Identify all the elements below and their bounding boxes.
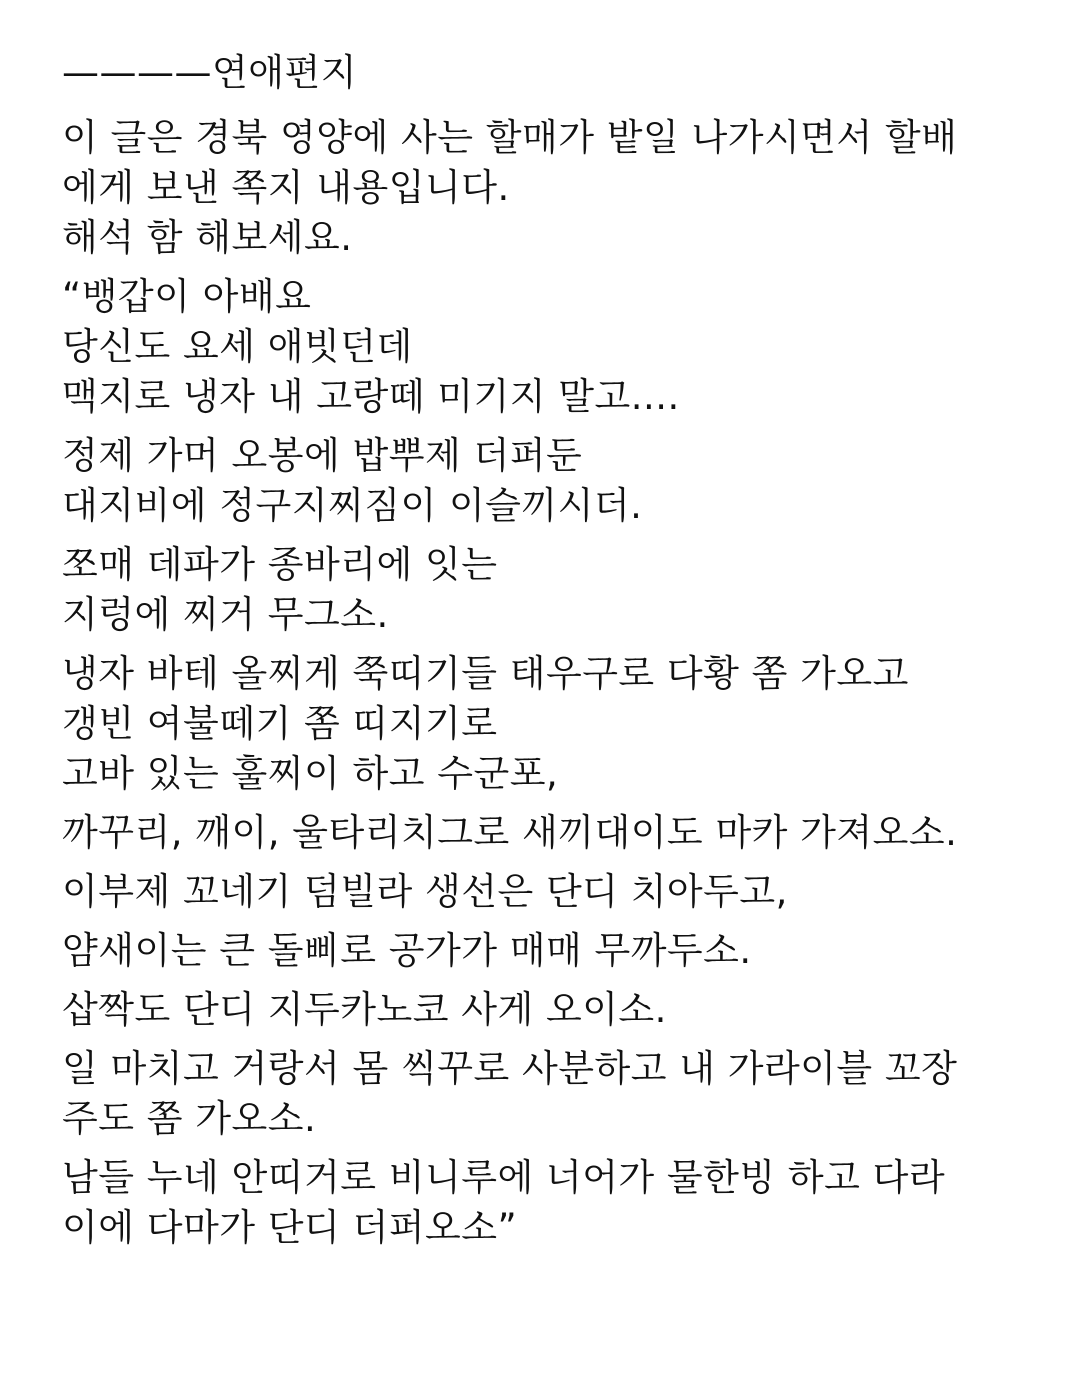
text-line: 해석 함 해보세요. bbox=[62, 216, 353, 259]
text-line: 고바 있는 훌찌이 하고 수군포, bbox=[62, 752, 559, 795]
text-line: 일 마치고 거랑서 몸 씩꾸로 사분하고 내 가라이블 꼬장 bbox=[62, 1047, 958, 1090]
text-line: 쪼매 데파가 종바리에 잇는 bbox=[62, 543, 498, 586]
paragraph bbox=[62, 1044, 1052, 1144]
text-line: 이부제 꼬네기 덤빌라 생선은 단디 치아두고, bbox=[62, 870, 788, 913]
paragraph bbox=[62, 113, 1052, 263]
text-line: 삽짝도 단디 지두카노코 사게 오이소. bbox=[62, 988, 667, 1031]
paragraph bbox=[62, 985, 1052, 1035]
paragraph bbox=[62, 540, 1052, 640]
paragraph bbox=[62, 272, 1052, 422]
text-line: 지렁에 찌거 무그소. bbox=[62, 593, 389, 636]
paragraph bbox=[62, 808, 1052, 858]
letter-document bbox=[62, 42, 1052, 1253]
paragraph bbox=[62, 867, 1052, 917]
text-line: 대지비에 정구지찌짐이 이슬끼시더. bbox=[62, 484, 643, 527]
document-title: ————연애편지 bbox=[62, 51, 357, 94]
paragraph bbox=[62, 1153, 1052, 1253]
text-line: 정제 가머 오봉에 밥뿌제 더퍼둔 bbox=[62, 434, 583, 477]
paragraph bbox=[62, 926, 1052, 976]
paragraph bbox=[62, 649, 1052, 799]
text-line: 갱빈 여불떼기 쫌 띠지기로 bbox=[62, 702, 498, 745]
text-line: “뱅갑이 아배요 bbox=[62, 275, 312, 318]
text-line: 에게 보낸 쪽지 내용입니다. bbox=[62, 166, 510, 209]
text-line: 이 글은 경북 영양에 사는 할매가 밭일 나가시면서 할배 bbox=[62, 116, 958, 159]
text-line: 까꾸리, 깨이, 울타리치그로 새끼대이도 마카 가져오소. bbox=[62, 811, 958, 854]
paragraph bbox=[62, 431, 1052, 531]
text-line: 얌새이는 큰 돌삐로 공가가 매매 무까두소. bbox=[62, 929, 752, 972]
text-line: 남들 누네 안띠거로 비니루에 너어가 물한빙 하고 다라 bbox=[62, 1156, 946, 1199]
text-line: 냉자 바테 올찌게 쭉띠기들 태우구로 다황 쫌 가오고 bbox=[62, 652, 909, 695]
text-line: 당신도 요세 애빗던데 bbox=[62, 325, 413, 368]
letter-body bbox=[62, 113, 1052, 1253]
text-line: 이에 다마가 단디 더퍼오소” bbox=[62, 1206, 518, 1249]
text-line: 맥지로 냉자 내 고랑떼 미기지 말고.... bbox=[62, 375, 680, 418]
text-line: 주도 쫌 가오소. bbox=[62, 1097, 317, 1140]
